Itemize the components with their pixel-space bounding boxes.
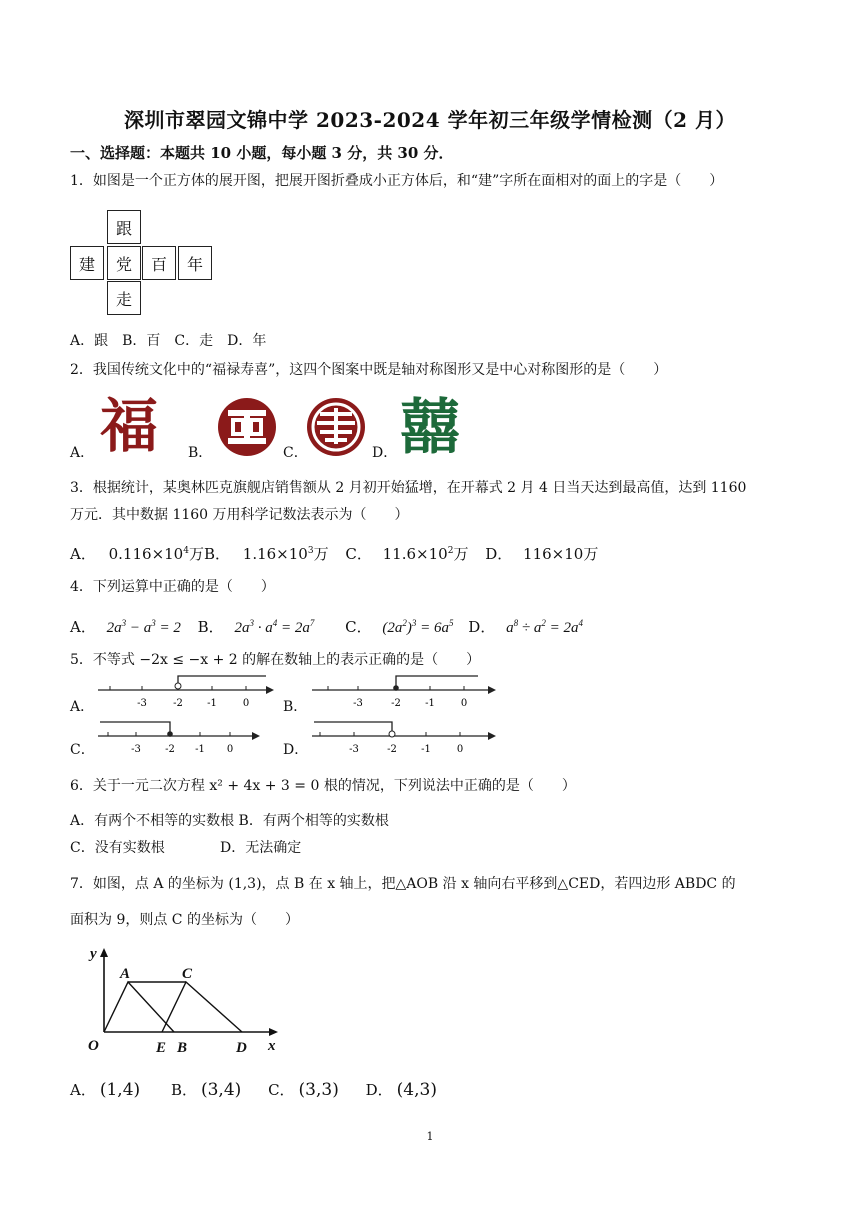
- q6-option-d: D．无法确定: [220, 840, 302, 856]
- svg-text:-1: -1: [195, 744, 205, 755]
- q6-option-c: C．没有实数根: [70, 840, 165, 856]
- q2-option-d-label: D．: [372, 445, 398, 461]
- svg-text:C: C: [182, 966, 193, 982]
- net-cell-bottom: 走: [107, 281, 141, 315]
- svg-text:囍: 囍: [400, 394, 460, 458]
- q7-stem-line1: 7．如图，点 A 的坐标为 (1,3)，点 B 在 x 轴上，把△AOB 沿 x 轴向右平移到△CED，若四边形 ABDC 的: [70, 876, 736, 892]
- q6-options-ab: A．有两个不相等的实数根 B．有两个相等的实数根: [70, 813, 389, 829]
- number-line-c: [96, 718, 266, 758]
- number-line-d: [310, 718, 500, 758]
- q2-option-b-label: B．: [188, 445, 213, 461]
- q7-stem-line2: 面积为 9，则点 C 的坐标为（ ）: [70, 912, 299, 928]
- fu-pattern-icon: [96, 394, 162, 456]
- q6-stem: 6．关于一元二次方程 x² + 4x + 3 = 0 根的情况，下列说法中正确的是（ ）: [70, 778, 576, 794]
- page-title: 深圳市翠园文锦中学 2023-2024 学年初三年级学情检测（2 月）: [124, 108, 736, 132]
- svg-text:-3: -3: [131, 744, 141, 755]
- page-number: 1: [426, 1130, 434, 1143]
- q2-stem: 2．我国传统文化中的“福禄寿喜”，这四个图案中既是轴对称图形又是中心对称图形的是（ ）: [70, 362, 668, 378]
- xi-pattern-icon: [396, 394, 464, 458]
- q1-stem: 1．如图是一个正方体的展开图，把展开图折叠成小正方体后，和“建”字所在面相对的面上的字是（ ）: [70, 173, 724, 189]
- q2-option-c-label: C．: [283, 445, 308, 461]
- q5-option-d-label: D．: [283, 742, 309, 758]
- svg-text:E: E: [156, 1040, 167, 1056]
- net-cell-dang: 党: [107, 246, 141, 280]
- q5-option-c-label: C．: [70, 742, 95, 758]
- q5-option-b-label: B．: [283, 699, 308, 715]
- svg-text:B: B: [177, 1040, 188, 1056]
- q4-stem: 4．下列运算中正确的是（ ）: [70, 579, 275, 595]
- svg-text:0: 0: [226, 744, 234, 755]
- net-cell-bai: 百: [142, 246, 176, 280]
- svg-text:x: x: [268, 1038, 276, 1054]
- svg-text:-3: -3: [137, 698, 147, 709]
- net-cell-nian: 年: [178, 246, 212, 280]
- number-line-b: [310, 672, 500, 712]
- svg-text:-2: -2: [387, 744, 397, 755]
- net-cell-jian: 建: [70, 246, 104, 280]
- q2-option-a-label: A．: [70, 445, 95, 461]
- svg-text:D: D: [236, 1040, 247, 1056]
- q7-coordinate-figure: [66, 940, 286, 1060]
- svg-text:A: A: [120, 966, 131, 982]
- q5-option-a-label: A．: [70, 699, 95, 715]
- q3-stem-line2: 万元．其中数据 1160 万用科学记数法表示为（ ）: [70, 507, 409, 523]
- q7-options: A． (1,4) B． (3,4) C． (3,3) D． (4,3): [70, 1080, 437, 1100]
- net-cell-top: 跟: [107, 210, 141, 244]
- section-heading: 一、选择题：本题共 10 小题，每小题 3 分，共 30 分．: [70, 144, 454, 162]
- svg-text:0: 0: [242, 698, 250, 709]
- q4-options: A． $2a^3 - a^3 = 2$ B． $2a^3 \cdot a^4 = 2a^7$ C． $(2a^2)^3 = 6a^5$ D． $a^8 \div a^2 = 2a^4$: [70, 618, 583, 636]
- svg-text:-1: -1: [421, 744, 431, 755]
- q5-stem: 5．不等式 −2x ≤ −x + 2 的解在数轴上的表示正确的是（ ）: [70, 652, 481, 668]
- q3-stem-line1: 3．根据统计，某奥林匹克旗舰店销售额从 2 月初开始猛增，在开幕式 2 月 4 日当天达到最高值，达到 1160: [70, 480, 747, 496]
- shou-pattern-icon: [305, 396, 367, 458]
- svg-text:-1: -1: [425, 698, 435, 709]
- svg-text:y: y: [90, 946, 97, 962]
- svg-text:-1: -1: [207, 698, 217, 709]
- svg-text:福: 福: [99, 394, 159, 456]
- q1-options: A．跟 B．百 C．走 D．年: [70, 333, 267, 349]
- svg-text:0: 0: [456, 744, 464, 755]
- svg-text:-2: -2: [173, 698, 183, 709]
- svg-text:-3: -3: [353, 698, 363, 709]
- svg-text:O: O: [88, 1038, 99, 1054]
- q3-options: A． $0.116\times 10^4$万B． $1.16\times 10^3$万 C． $11.6\times 10^2$万 D． 116×10万: [70, 545, 599, 563]
- svg-text:-3: -3: [349, 744, 359, 755]
- svg-text:-2: -2: [391, 698, 401, 709]
- svg-text:-2: -2: [165, 744, 175, 755]
- number-line-a: [96, 672, 276, 712]
- svg-text:0: 0: [460, 698, 468, 709]
- lu-pattern-icon: [216, 396, 278, 458]
